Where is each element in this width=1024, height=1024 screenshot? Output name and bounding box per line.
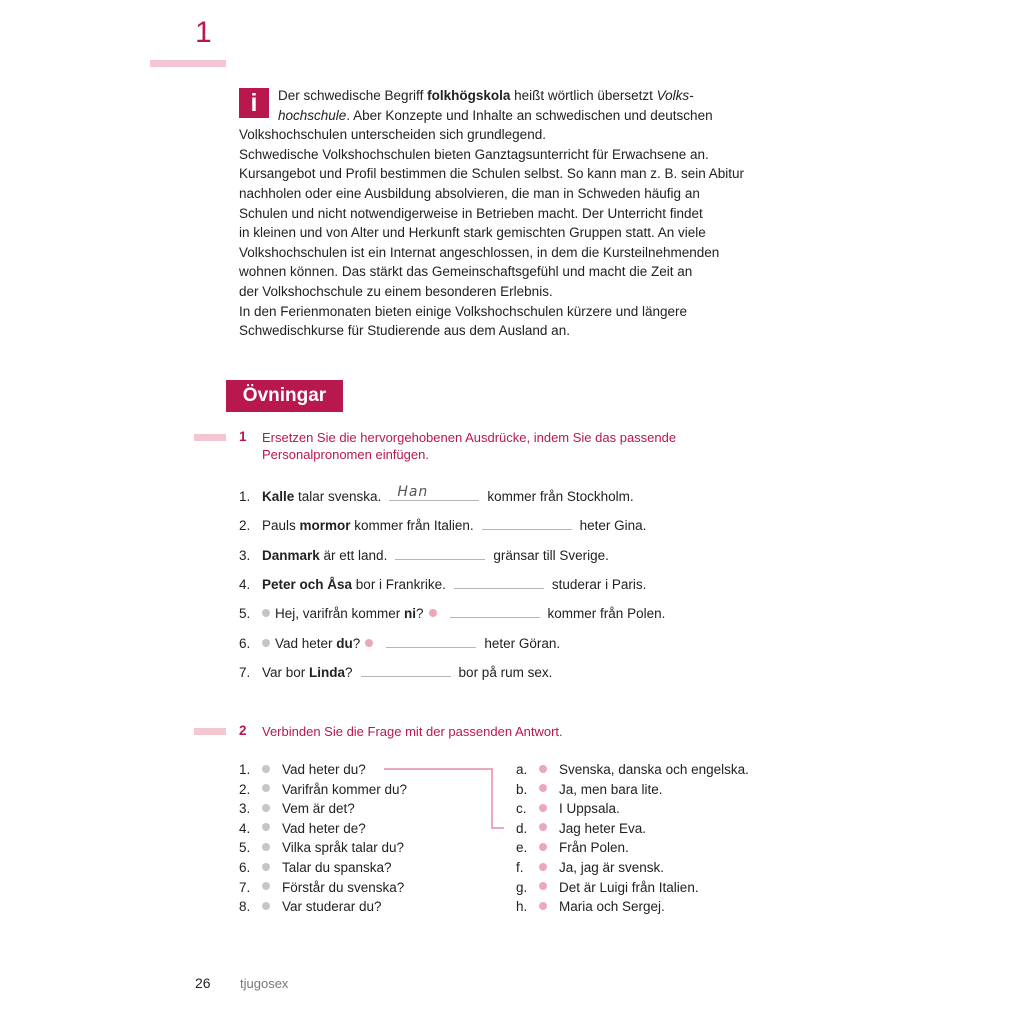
question-item	[239, 780, 407, 799]
item-sentence	[275, 636, 360, 651]
text-segment: . Aber Konzepte und Inhalte an schwedischen und deutschen	[346, 107, 713, 123]
answer-text: Jag heter Eva.	[559, 820, 647, 836]
text-segment: Hej, varifrån kommer	[275, 606, 405, 622]
instruction-line: Personalpronomen einfügen.	[262, 447, 429, 462]
item-continuation: gränsar till Sverige.	[493, 547, 609, 563]
emphasized-word: Peter och Åsa	[262, 576, 353, 592]
text-segment: wohnen können. Das stärkt das Gemeinschaftsgefühl und macht die Zeit an	[239, 264, 693, 280]
answer-item	[516, 760, 749, 779]
item-number: 6.	[239, 635, 251, 651]
text-segment: Vad heter	[275, 635, 337, 651]
speaker-a-dot-icon	[262, 639, 270, 647]
answer-blank[interactable]	[454, 574, 544, 589]
example-connector-arrow-icon	[384, 766, 504, 836]
answer-text: Ja, jag är svensk.	[559, 860, 665, 875]
item-sentence	[262, 577, 446, 592]
text-segment: hochschule	[278, 107, 347, 123]
text-segment: är ett land.	[319, 547, 388, 563]
info-line	[239, 262, 779, 282]
item-number: 1.	[239, 489, 251, 504]
answer-letter: b.	[516, 781, 528, 797]
answer-text: Från Polen.	[559, 840, 629, 856]
answer-item	[516, 838, 629, 857]
answer-letter: e.	[516, 840, 528, 856]
text-segment: Pauls	[262, 518, 300, 534]
answer-letter: a.	[516, 762, 528, 777]
info-line	[239, 282, 779, 302]
speaker-a-dot-icon	[262, 609, 270, 617]
question-number: 6.	[239, 860, 251, 875]
answer-blank[interactable]	[389, 486, 479, 501]
answer-dot-icon[interactable]	[539, 882, 547, 890]
instruction-line: Ersetzen Sie die hervorgehobenen Ausdrücke, indem Sie das passende	[262, 430, 677, 445]
text-segment: in kleinen und von Alter und Herkunft stark gemischten Gruppen statt. An viele	[239, 225, 706, 241]
question-number: 3.	[239, 801, 251, 817]
info-icon: i	[239, 88, 269, 118]
item-number: 4.	[239, 576, 251, 592]
text-segment: bor i Frankrike.	[352, 576, 446, 592]
answer-text: Maria och Sergej.	[559, 899, 665, 915]
answer-letter: g.	[516, 879, 528, 895]
question-text: Vem är det?	[282, 801, 355, 817]
question-dot-icon[interactable]	[262, 823, 270, 831]
question-item	[239, 799, 355, 818]
answer-item	[516, 878, 699, 897]
answer-letter: f.	[516, 860, 524, 875]
answer-blank[interactable]	[482, 515, 572, 530]
answer-letter: c.	[516, 801, 527, 817]
answer-text: Ja, men bara lite.	[559, 781, 663, 797]
question-text: Förstår du svenska?	[282, 879, 405, 895]
text-segment: Der schwedische Begriff	[278, 88, 428, 103]
question-item	[239, 838, 404, 857]
text-segment: heißt wörtlich übersetzt	[510, 88, 657, 103]
info-line	[239, 204, 779, 224]
question-text: Talar du spanska?	[282, 860, 392, 875]
item-sentence	[262, 665, 353, 680]
exercise-item	[239, 662, 552, 682]
info-line	[239, 86, 779, 106]
question-dot-icon[interactable]	[262, 804, 270, 812]
question-number: 4.	[239, 820, 251, 836]
exercise-item	[239, 633, 560, 653]
text-segment: nachholen oder eine Ausbildung absolvieren, die man in Schweden häufig an	[239, 185, 700, 201]
question-dot-icon[interactable]	[262, 784, 270, 792]
emphasized-word: Linda	[309, 664, 346, 680]
item-number: 3.	[239, 547, 251, 563]
question-text: Vad heter du?	[282, 762, 366, 777]
info-line	[239, 223, 779, 243]
text-segment: Volks-	[656, 88, 694, 103]
question-text: Vilka språk talar du?	[282, 840, 405, 856]
speaker-b-dot-icon	[365, 639, 373, 647]
item-number: 2.	[239, 518, 251, 534]
question-item	[239, 897, 382, 916]
answer-item	[516, 897, 665, 916]
item-number: 7.	[239, 664, 251, 680]
answer-text: Det är Luigi från Italien.	[559, 879, 699, 895]
info-line	[239, 164, 779, 184]
answer-dot-icon[interactable]	[539, 765, 547, 773]
exercise-2-accent-bar	[194, 728, 226, 735]
answer-blank[interactable]	[386, 633, 476, 648]
item-continuation: heter Göran.	[484, 635, 561, 651]
item-sentence	[262, 489, 381, 504]
question-item	[239, 760, 366, 779]
exercise-1-instruction	[262, 429, 732, 463]
answer-text: I Uppsala.	[559, 801, 620, 817]
emphasized-word: Danmark	[262, 547, 320, 563]
page-number: 26	[195, 975, 211, 991]
info-line	[239, 145, 779, 165]
text-segment: Schulen und nicht notwendigerweise in Betrieben macht. Der Unterricht findet	[239, 205, 703, 221]
exercise-1-number: 1	[239, 429, 247, 444]
exercise-2-instruction: Verbinden Sie die Frage mit der passenden Antwort.	[262, 724, 563, 739]
text-segment: kommer från Italien.	[350, 518, 474, 534]
text-segment: Volkshochschulen ist ein Internat angeschlossen, in dem die Kursteilnehmenden	[239, 244, 720, 260]
info-line	[239, 302, 779, 322]
handwritten-answer: Han	[397, 484, 429, 500]
text-segment: der Volkshochschule zu einem besonderen Erlebnis.	[239, 283, 553, 299]
question-number: 7.	[239, 879, 251, 895]
info-line	[239, 184, 779, 204]
text-segment: Var bor	[262, 664, 310, 680]
text-segment: Kursangebot und Profil bestimmen die Schulen selbst. So kann man z. B. sein Abitur	[239, 166, 745, 182]
exercise-item	[239, 603, 665, 623]
question-number: 8.	[239, 899, 251, 915]
answer-blank[interactable]	[395, 545, 485, 560]
question-number: 5.	[239, 840, 251, 856]
answer-dot-icon[interactable]	[539, 823, 547, 831]
exercise-1-accent-bar	[194, 434, 226, 441]
info-line	[239, 321, 779, 341]
answer-item	[516, 780, 663, 799]
answer-blank[interactable]	[361, 662, 451, 677]
item-sentence	[275, 606, 424, 621]
question-text: Vad heter de?	[282, 820, 366, 836]
answer-item	[516, 799, 620, 818]
item-sentence	[262, 518, 474, 533]
chapter-number: 1	[195, 16, 212, 49]
chapter-accent-bar	[150, 60, 226, 67]
question-dot-icon[interactable]	[262, 902, 270, 910]
question-dot-icon[interactable]	[262, 765, 270, 773]
text-segment: talar svenska.	[294, 489, 382, 504]
text-segment: In den Ferienmonaten bieten einige Volkshochschulen kürzere und längere	[239, 303, 688, 319]
section-title: Övningar	[226, 380, 343, 412]
text-segment: ?	[345, 664, 353, 680]
question-item	[239, 819, 366, 838]
exercise-item	[239, 574, 646, 594]
question-text: Varifrån kommer du?	[282, 781, 408, 797]
emphasized-word: mormor	[299, 518, 351, 534]
answer-dot-icon[interactable]	[539, 843, 547, 851]
question-dot-icon[interactable]	[262, 863, 270, 871]
text-segment: ?	[352, 635, 361, 651]
exercise-2-number: 2	[239, 723, 247, 738]
speaker-b-dot-icon	[429, 609, 437, 617]
emphasized-word: ni	[404, 606, 417, 622]
item-number: 5.	[239, 606, 251, 622]
question-number: 2.	[239, 781, 251, 797]
text-segment: Schwedischkurse für Studierende aus dem Ausland an.	[239, 323, 570, 339]
answer-dot-icon[interactable]	[539, 902, 547, 910]
answer-item	[516, 858, 664, 877]
item-continuation: kommer från Stockholm.	[487, 489, 634, 504]
question-item	[239, 878, 404, 897]
exercise-item	[239, 545, 609, 565]
exercise-item	[239, 515, 646, 535]
info-line	[239, 125, 779, 145]
emphasized-word: du	[336, 635, 353, 651]
text-segment: Schwedische Volkshochschulen bieten Ganztagsunterricht für Erwachsene an.	[239, 146, 709, 162]
answer-dot-icon[interactable]	[539, 784, 547, 792]
text-segment: ?	[416, 606, 424, 622]
item-continuation: kommer från Polen.	[547, 606, 666, 622]
item-sentence	[262, 548, 387, 563]
info-box-text	[239, 86, 779, 341]
answer-letter: h.	[516, 899, 528, 915]
answer-blank[interactable]	[450, 603, 540, 618]
answer-dot-icon[interactable]	[539, 863, 547, 871]
page-number-word: tjugosex	[240, 976, 289, 991]
item-continuation: studerar i Paris.	[551, 576, 647, 592]
answer-item	[516, 819, 646, 838]
answer-dot-icon[interactable]	[539, 804, 547, 812]
emphasized-word: folkhögskola	[427, 88, 511, 103]
question-dot-icon[interactable]	[262, 882, 270, 890]
question-number: 1.	[239, 762, 251, 777]
question-text: Var studerar du?	[282, 899, 382, 915]
exercise-item	[239, 486, 634, 506]
info-line	[239, 243, 779, 263]
question-item	[239, 858, 392, 877]
answer-letter: d.	[516, 820, 528, 836]
item-continuation: heter Gina.	[579, 518, 647, 534]
info-line	[239, 106, 779, 126]
emphasized-word: Kalle	[262, 489, 295, 504]
text-segment: Volkshochschulen unterscheiden sich grundlegend.	[239, 127, 546, 143]
item-continuation: bor på rum sex.	[458, 664, 553, 680]
question-dot-icon[interactable]	[262, 843, 270, 851]
answer-text: Svenska, danska och engelska.	[559, 762, 749, 777]
